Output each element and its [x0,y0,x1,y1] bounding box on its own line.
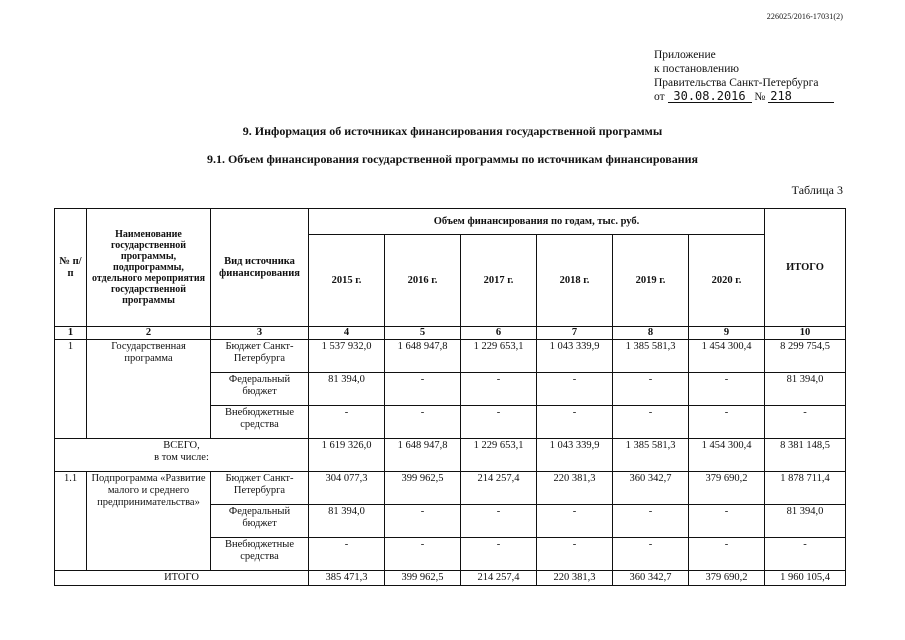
total-cell: 8 381 148,5 [765,439,846,472]
value-cell: 1 043 339,9 [537,439,613,472]
row-num: 1.1 [55,472,87,571]
value-cell: - [613,538,689,571]
header-name: Наименование государственной программы, подпрограммы, отдельного мероприятия государственной программы [87,209,211,327]
total-cell: 1 960 105,4 [765,571,846,586]
value-cell: 360 342,7 [613,472,689,505]
value-cell: - [461,538,537,571]
value-cell: 1 043 339,9 [537,340,613,373]
header-year: 2016 г. [385,235,461,327]
table-label: Таблица 3 [791,183,843,197]
value-cell: - [309,406,385,439]
value-cell: - [689,505,765,538]
total-cell: - [765,406,846,439]
value-cell: 1 454 300,4 [689,439,765,472]
header-year: 2018 г. [537,235,613,327]
total-cell: 1 878 711,4 [765,472,846,505]
decree-number: 218 [768,90,834,103]
value-cell: - [385,505,461,538]
total-cell: 81 394,0 [765,505,846,538]
row-name: Подпрограмма «Развитие малого и среднего предпринимательства» [87,472,211,571]
column-index: 5 [385,327,461,340]
value-cell: - [385,373,461,406]
financing-table [54,208,846,586]
value-cell: - [537,406,613,439]
value-cell: 1 619 326,0 [309,439,385,472]
value-cell: - [689,373,765,406]
appendix-line-1: Приложение [654,49,716,61]
value-cell: 385 471,3 [309,571,385,586]
value-cell: 1 537 932,0 [309,340,385,373]
table-row [55,472,846,505]
date-prefix: от [654,91,665,103]
appendix-line-2: к постановлению [654,63,739,75]
value-cell: - [385,406,461,439]
header-year: 2017 г. [461,235,537,327]
value-cell: 1 454 300,4 [689,340,765,373]
value-cell: 220 381,3 [537,571,613,586]
column-index: 9 [689,327,765,340]
column-index: 10 [765,327,846,340]
row-num: 1 [55,340,87,439]
header-total: ИТОГО [765,209,846,327]
summary-label-line-1: ВСЕГО, [163,440,200,451]
total-cell: 8 299 754,5 [765,340,846,373]
value-cell: 399 962,5 [385,472,461,505]
column-index: 3 [211,327,309,340]
value-cell: - [613,373,689,406]
value-cell: 1 385 581,3 [613,439,689,472]
row-source: Внебюджетные средства [211,538,309,571]
value-cell: 1 229 653,1 [461,340,537,373]
appendix-block [654,48,834,104]
summary-label-line-2: в том числе: [154,452,209,463]
section-heading: 9. Информация об источниках финансирования государственной программы [242,124,663,138]
value-cell: - [689,538,765,571]
value-cell: - [537,538,613,571]
header-source: Вид источника финансирования [211,209,309,327]
value-cell: 81 394,0 [309,373,385,406]
value-cell: - [309,538,385,571]
header-year: 2020 г. [689,235,765,327]
value-cell: 1 229 653,1 [461,439,537,472]
total-cell: 81 394,0 [765,373,846,406]
value-cell: 1 648 947,8 [385,340,461,373]
value-cell: 379 690,2 [689,472,765,505]
column-index: 8 [613,327,689,340]
value-cell: - [537,505,613,538]
value-cell: 360 342,7 [613,571,689,586]
appendix-date-line [654,90,834,104]
row-source: Бюджет Санкт-Петербурга [211,472,309,505]
value-cell: - [461,406,537,439]
column-index-row [55,327,846,340]
column-index: 6 [461,327,537,340]
header-year: 2015 г. [309,235,385,327]
header-num: № п/п [55,209,87,327]
value-cell: 1 648 947,8 [385,439,461,472]
summary-row [55,439,846,472]
column-index: 2 [87,327,211,340]
value-cell: 304 077,3 [309,472,385,505]
document-id: 226025/2016-17031(2) [766,12,843,21]
value-cell: 214 257,4 [461,571,537,586]
column-index: 1 [55,327,87,340]
column-index: 7 [537,327,613,340]
number-sign: № [754,91,766,103]
value-cell: 214 257,4 [461,472,537,505]
value-cell: - [689,406,765,439]
appendix-line-3: Правительства Санкт-Петербурга [654,77,819,89]
summary-label [55,439,309,472]
summary-row [55,571,846,586]
header-volume: Объем финансирования по годам, тыс. руб. [309,209,765,235]
value-cell: 81 394,0 [309,505,385,538]
total-cell: - [765,538,846,571]
value-cell: 220 381,3 [537,472,613,505]
value-cell: - [461,505,537,538]
row-source: Федеральный бюджет [211,505,309,538]
subsection-heading: 9.1. Объем финансирования государственной программы по источникам финансирования [206,152,699,166]
value-cell: - [537,373,613,406]
decree-date: 30.08.2016 [668,90,752,103]
row-source: Федеральный бюджет [211,373,309,406]
value-cell: - [461,373,537,406]
row-source: Внебюджетные средства [211,406,309,439]
value-cell: - [613,505,689,538]
row-source: Бюджет Санкт-Петербурга [211,340,309,373]
value-cell: 1 385 581,3 [613,340,689,373]
row-name: Государственная программа [87,340,211,439]
column-index: 4 [309,327,385,340]
value-cell: - [613,406,689,439]
summary-label: ИТОГО [55,571,309,586]
value-cell: 399 962,5 [385,571,461,586]
value-cell: 379 690,2 [689,571,765,586]
header-year: 2019 г. [613,235,689,327]
table-row [55,340,846,373]
value-cell: - [385,538,461,571]
